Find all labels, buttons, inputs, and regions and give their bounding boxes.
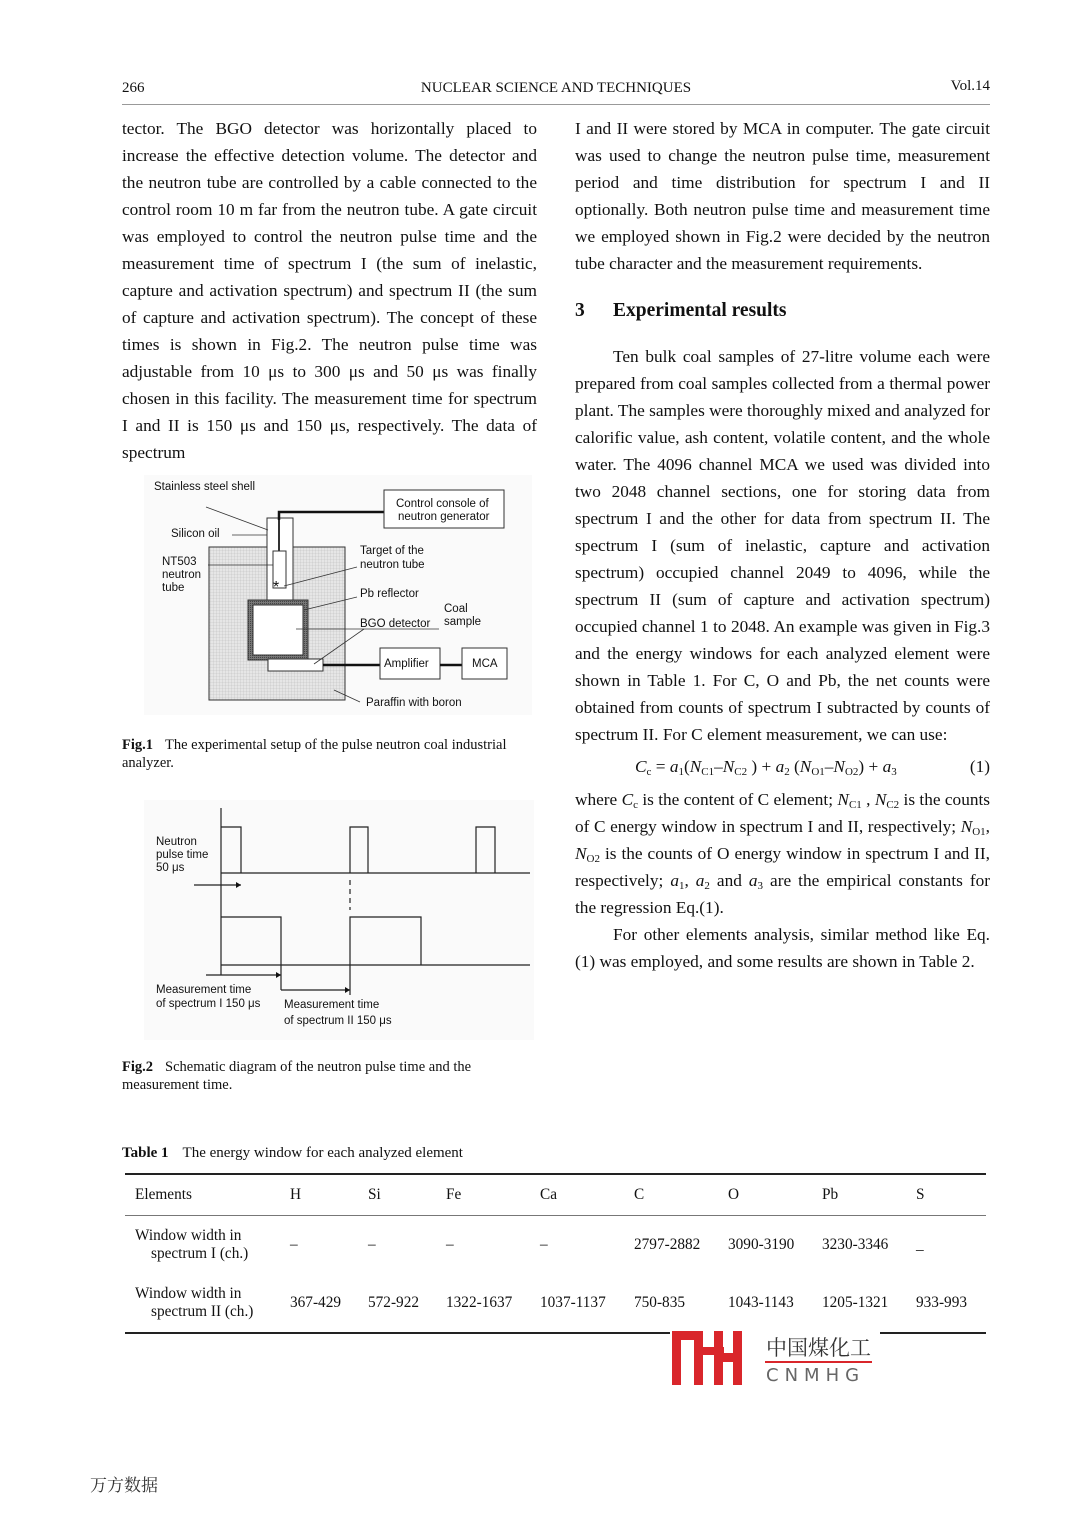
label-coal-2: sample xyxy=(444,616,482,628)
figure-2-caption xyxy=(122,1058,537,1094)
label-stainless-steel-shell: Stainless steel shell xyxy=(154,481,255,493)
table-cell: 572-922 xyxy=(368,1294,419,1311)
table-1-caption-text: The energy window for each analyzed element xyxy=(182,1145,463,1161)
row-label: Window width in spectrum I (ch.) xyxy=(135,1227,249,1262)
section-heading xyxy=(575,297,990,325)
table-cell: 1322-1637 xyxy=(446,1294,513,1311)
body-paragraph: where $C_c$ is the content of C element; $N_{C1}$ , $N_{C2}$ is the counts of C energy window in spectrum I and II, respectively; $N_{O1}$, $N_{O2}$ is the counts of O energy window in spectrum I and II, respectively; $a_1$, $a_2$ and $a_3$ are the empirical constants for the regression Eq.(1). xyxy=(575,790,991,917)
label-paraffin: Paraffin with boron xyxy=(366,697,462,709)
figure-1-setup-diagram xyxy=(144,475,532,715)
body-paragraph: For other elements analysis, similar method like Eq.(1) was employed, and some results are shown in Table 2. xyxy=(575,925,990,971)
table-header-cell: Fe xyxy=(446,1186,462,1203)
volume-label: Vol.14 xyxy=(950,78,990,94)
table-header-cell: C xyxy=(634,1186,645,1203)
table-header-row xyxy=(125,1174,986,1216)
label-console-2: neutron generator xyxy=(398,511,490,523)
label-amplifier: Amplifier xyxy=(384,658,429,670)
table-row xyxy=(125,1216,986,1275)
table-header-cell: Si xyxy=(368,1186,381,1203)
label-silicon-oil: Silicon oil xyxy=(171,528,220,540)
label-mca: MCA xyxy=(472,658,498,670)
body-paragraph: tector. The BGO detector was horizontally placed to increase the effective detection volume. The detector and the neutron tube are controlled by a cable connected to the control room 10 m far from the neutron tube. A gate circuit was employed to control the neutron pulse time and the measurement time of spectrum I (the sum of inelastic, capture and activation spectrum) and spectrum II (the sum of capture and activation spectrum). The concept of these times is shown in Fig.2. The neutron pulse time was adjustable from 10 μs to 300 μs and 50 μs was finally chosen in this facility. The measurement time for spectrum I and II is 150 μs and 150 μs, respectively. The data of spectrum xyxy=(122,119,537,462)
table-1-energy-windows xyxy=(125,1173,986,1334)
table-cell: 933-993 xyxy=(916,1294,967,1311)
table-cell: – xyxy=(290,1236,298,1253)
running-header xyxy=(122,78,990,105)
figure-1-label: Fig.1 xyxy=(122,737,154,753)
label-console-1: Control console of xyxy=(396,498,489,510)
row-label: Window width in spectrum II (ch.) xyxy=(135,1285,254,1320)
label-coal-1: Coal xyxy=(444,603,468,615)
table-cell: 750-835 xyxy=(634,1294,685,1311)
label-bgo-detector: BGO detector xyxy=(360,618,431,630)
table-cell: 3230-3346 xyxy=(822,1236,889,1253)
table-cell: 1205-1321 xyxy=(822,1294,889,1311)
label-measurement-1a: Measurement time xyxy=(156,984,252,996)
label-pb-reflector: Pb reflector xyxy=(360,588,419,600)
right-column xyxy=(575,115,990,975)
label-nt503: NT503 xyxy=(162,556,197,568)
table-cell: 367-429 xyxy=(290,1294,341,1311)
table-cell: _ xyxy=(916,1236,924,1253)
label-measurement-2a: Measurement time xyxy=(284,999,380,1011)
section-number: 3 xyxy=(575,300,585,321)
label-measurement-2b: of spectrum II 150 μs xyxy=(284,1015,392,1027)
equation-body: $C_c = a_1(N_{C1}-N_{C2}$ ) + $a_2$ $(N_{O1}-N_{O2}) + a_3$ xyxy=(635,757,897,778)
equation-number: (1) xyxy=(969,757,990,776)
section-title: Experimental results xyxy=(613,300,787,321)
logo-cn-text: 中国煤化工 xyxy=(766,1336,871,1360)
label-tube: tube xyxy=(162,582,185,594)
table-header-cell: S xyxy=(916,1186,925,1203)
table-header-cell: Pb xyxy=(822,1186,839,1203)
table-cell: 1043-1143 xyxy=(728,1294,794,1311)
logo-en-text: CNMHG xyxy=(766,1365,866,1386)
label-target-2: neutron tube xyxy=(360,559,425,571)
label-neutron: neutron xyxy=(162,569,202,581)
table-cell: 1037-1137 xyxy=(540,1294,606,1311)
figure-2-label: Fig.2 xyxy=(122,1059,154,1075)
table-header-cell: Ca xyxy=(540,1186,557,1203)
table-cell: – xyxy=(540,1236,548,1253)
mh-logo-icon xyxy=(670,1327,880,1387)
label-pulse-time: pulse time xyxy=(156,849,209,861)
left-column xyxy=(122,115,537,466)
table-1-label: Table 1 xyxy=(122,1145,169,1161)
source-watermark: 万方数据 xyxy=(90,1476,158,1496)
label-50us: 50 μs xyxy=(156,862,185,874)
table-header-cell: Elements xyxy=(135,1186,192,1203)
body-paragraph: Ten bulk coal samples of 27-litre volume each were prepared from coal samples collected from a thermal power plant. The samples were thoroughly mixed and analyzed for calorific value, ash content, volatile content, and the whole water. The 4096 channel MCA we used was divided into two 2048 channel sections, one for storing data from spectrum I and the other for data from spectrum II. The spectrum I (sum of inelastic, capture and activation spectrum) occupied channel 2049 to 4096, while the spectrum II (sum of capture and activation spectrum) occupied channel 1 to 2048. An example was given in Fig.3 and the energy windows for each analyzed element were shown in Table 1. For C, O and Pb, the net counts were obtained from counts of spectrum I subtracted by counts of spectrum II. For C element measurement, we can use: xyxy=(575,347,990,744)
journal-title: NUCLEAR SCIENCE AND TECHNIQUES xyxy=(420,80,692,96)
page-number: 266 xyxy=(122,80,145,96)
figure-2-caption-text: Schematic diagram of the neutron pulse time and the measurement time. xyxy=(122,1059,472,1093)
label-target-1: Target of the xyxy=(360,545,424,557)
figure-1-caption xyxy=(122,736,537,772)
table-cell: – xyxy=(368,1236,376,1253)
table-header-cell: O xyxy=(728,1186,740,1203)
cnmhg-watermark-logo xyxy=(670,1327,880,1387)
label-neutron: Neutron xyxy=(156,836,197,848)
equation-1 xyxy=(575,748,990,786)
figure-1-caption-text: The experimental setup of the pulse neutron coal industrial analyzer. xyxy=(122,737,507,771)
svg-text:*: * xyxy=(273,579,280,596)
table-cell: – xyxy=(446,1236,454,1253)
table-cell: 3090-3190 xyxy=(728,1236,795,1253)
table-header-cell: H xyxy=(290,1186,302,1203)
table-row xyxy=(125,1274,986,1333)
body-paragraph: I and II were stored by MCA in computer. The gate circuit was used to change the neutron pulse time, measurement period and time distribution for spectrum I and II optionally. Both neutron pulse time and measurement time we employed shown in Fig.2 were decided by the neutron tube character and the measurement requirements. xyxy=(575,119,990,273)
label-measurement-1b: of spectrum I 150 μs xyxy=(156,998,261,1010)
figure-2-timing-diagram xyxy=(144,800,534,1040)
table-1-caption xyxy=(122,1145,463,1162)
table-cell: 2797-2882 xyxy=(634,1236,701,1253)
